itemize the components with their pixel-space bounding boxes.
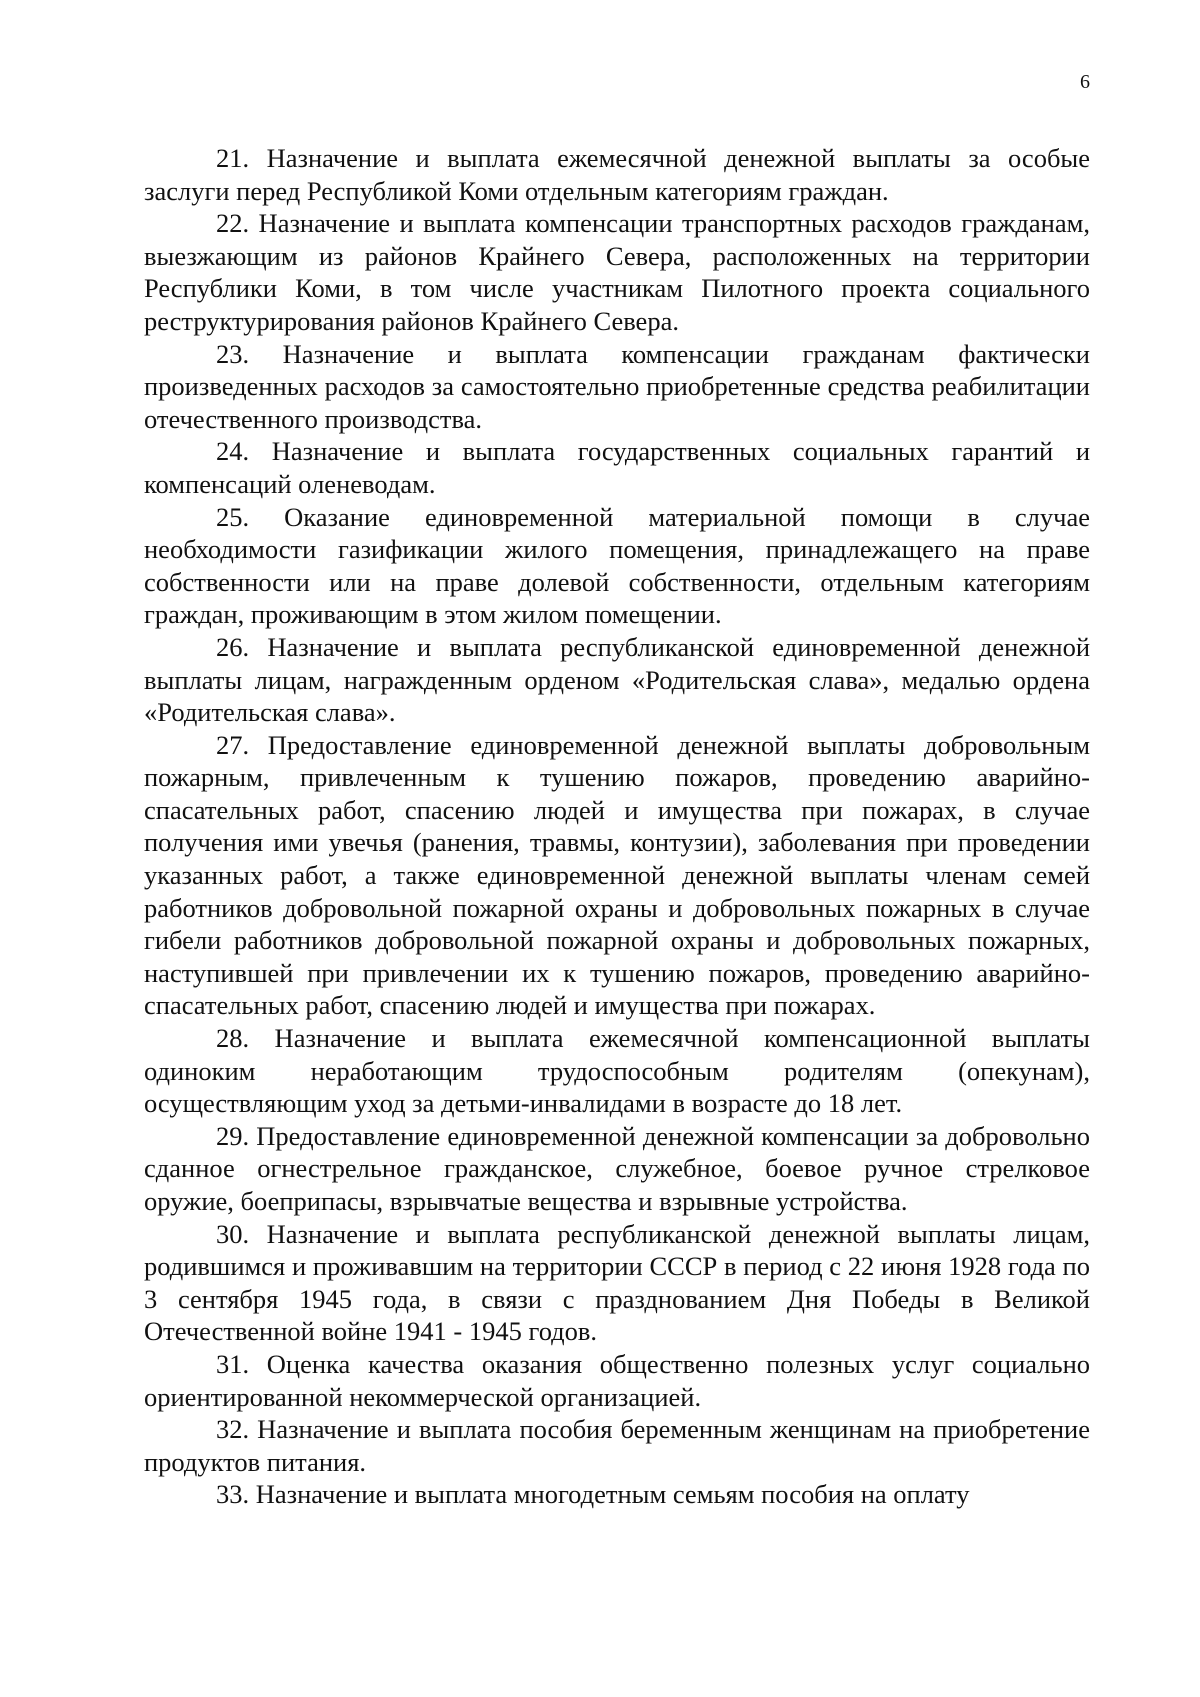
list-item-25: 25. Оказание единовременной материальной помощи в случае необходимости газификации жилого помещения, принадлежащего на праве собственности или на праве долевой собственности, отдельным категориям граждан, проживающим в этом жилом помещении. — [144, 501, 1090, 630]
list-item-24: 24. Назначение и выплата государственных социальных гарантий и компенсаций оленеводам. — [144, 436, 1090, 499]
list-item-22: 22. Назначение и выплата компенсации транспортных расходов гражданам, выезжающим из районов Крайнего Севера, расположенных на территории Республики Коми, в том числе участникам Пилотного проекта социального реструктурирования районов Крайнего Севера. — [144, 208, 1090, 336]
list-item-27: 27. Предоставление единовременной денежной выплаты добровольным пожарным, привлеченным к тушению пожаров, проведению аварийно-спасательных работ, спасению людей и имущества при пожарах, в случае получения ими увечья (ранения, травмы, контузии), заболевания при проведении указанных работ, а также единовременной денежной выплаты членам семей работников добровольной пожарной охраны и добровольных пожарных в случае гибели работников добровольной пожарной охраны и добровольных пожарных, наступившей при привлечении их к тушению пожаров, проведению аварийно-спасательных работ, спасению людей и имущества при пожарах. — [144, 729, 1090, 1021]
document-body — [144, 142, 1090, 1511]
list-item-28: 28. Назначение и выплата ежемесячной компенсационной выплаты одиноким неработающим трудоспособным родителям (опекунам), осуществляющим уход за детьми-инвалидами в возрасте до 18 лет. — [144, 1023, 1090, 1119]
list-item-26: 26. Назначение и выплата республиканской единовременной денежной выплаты лицам, награжденным орденом «Родительская слава», медалью ордена «Родительская слава». — [144, 631, 1090, 728]
list-item-21: 21. Назначение и выплата ежемесячной денежной выплаты за особые заслуги перед Республикой Коми отдельным категориям граждан. — [144, 143, 1090, 206]
list-item-30: 30. Назначение и выплата республиканской денежной выплаты лицам, родившимся и проживавшим на территории СССР в период с 22 июня 1928 года по 3 сентября 1945 года, в связи с празднованием Дня Победы в Великой Отечественной войне 1941 - 1945 годов. — [144, 1218, 1090, 1347]
list-item-29: 29. Предоставление единовременной денежной компенсации за добровольно сданное огнестрельное гражданское, служебное, боевое ручное стрелковое оружие, боеприпасы, взрывчатые вещества и взрывные устройства. — [144, 1120, 1090, 1216]
list-item-31: 31. Оценка качества оказания общественно полезных услуг социально ориентированной некоммерческой организацией. — [144, 1348, 1090, 1412]
list-item-23: 23. Назначение и выплата компенсации гражданам фактически произведенных расходов за самостоятельно приобретенные средства реабилитации отечественного производства. — [144, 338, 1090, 434]
page-number: 6 — [1080, 71, 1090, 93]
list-item-32: 32. Назначение и выплата пособия беременным женщинам на приобретение продуктов питания. — [144, 1414, 1090, 1477]
list-item-33: 33. Назначение и выплата многодетным семьям пособия на оплату — [216, 1479, 970, 1510]
